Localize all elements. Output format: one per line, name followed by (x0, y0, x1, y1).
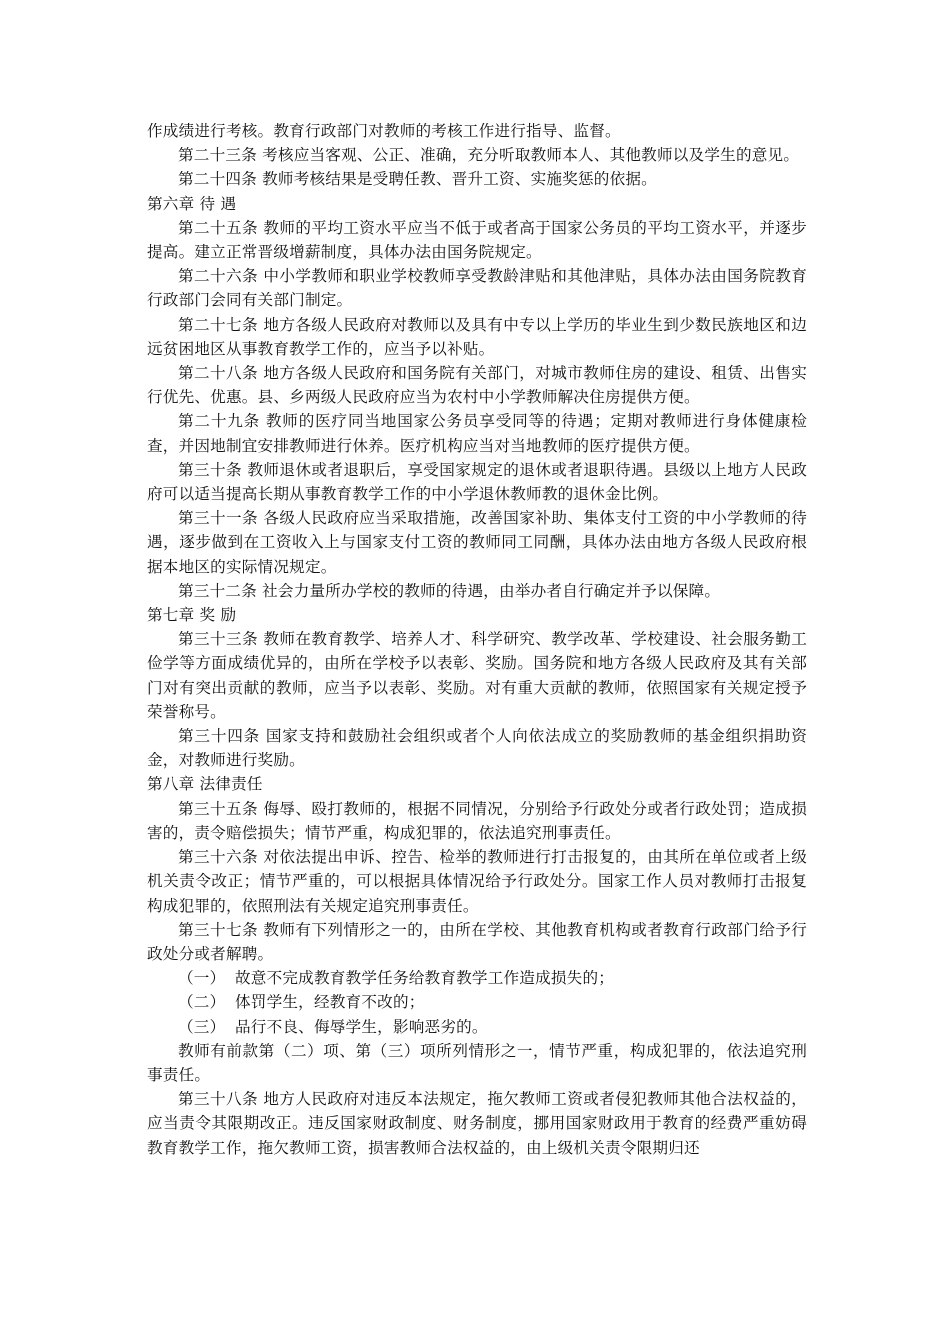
list-item-number: （二） (178, 993, 226, 1012)
list-item (147, 966, 807, 990)
article-28: 第二十八条 地方各级人民政府和国务院有关部门，对城市教师住房的建设、租赁、出售实行优先、优惠。县、乡两级人民政府应当为农村中小学教师解决住房提供方便。 (147, 364, 807, 407)
list-item-text: 品行不良、侮辱学生，影响恶劣的。 (235, 1017, 488, 1036)
list-item-number: （三） (178, 1017, 226, 1036)
article-36: 第三十六条 对依法提出申诉、控告、检举的教师进行打击报复的，由其所在单位或者上级机关责令改正；情节严重的，可以根据具体情况给予行政处分。国家工作人员对教师打击报复构成犯罪的，依照刑法有关规定追究刑事责任。 (147, 848, 807, 915)
article-37: 第三十七条 教师有下列情形之一的，由所在学校、其他教育机构或者教育行政部门给予行政处分或者解聘。 (147, 920, 807, 963)
paragraph: 作成绩进行考核。教育行政部门对教师的考核工作进行指导、监督。 (147, 122, 621, 140)
article-23: 第二十三条 考核应当客观、公正、准确，充分听取教师本人、其他教师以及学生的意见。 (178, 146, 800, 165)
article-27: 第二十七条 地方各级人民政府对教师以及具有中专以上学历的毕业生到少数民族地区和边远贫困地区从事教育教学工作的，应当予以补贴。 (147, 315, 807, 358)
list-item-text: 故意不完成教育教学任务给教育教学工作造成损失的； (235, 969, 615, 988)
article-29: 第二十九条 教师的医疗同当地国家公务员享受同等的待遇；定期对教师进行身体健康检查，并因地制宜安排教师进行休养。医疗机构应当对当地教师的医疗提供方便。 (147, 412, 807, 455)
chapter-heading-7: 第七章 奖 励 (147, 606, 237, 625)
paragraph-liability: 教师有前款第（二）项、第（三）项所列情形之一，情节严重，构成犯罪的，依法追究刑事责任。 (147, 1041, 807, 1084)
article-34: 第三十四条 国家支持和鼓励社会组织或者个人向依法成立的奖励教师的基金组织捐助资金，对教师进行奖励。 (147, 727, 807, 770)
list-item-text: 体罚学生，经教育不改的； (235, 993, 425, 1012)
article-25: 第二十五条 教师的平均工资水平应当不低于或者高于国家公务员的平均工资水平，并逐步提高。建立正常晋级增薪制度，具体办法由国务院规定。 (147, 218, 807, 262)
article-26: 第二十六条 中小学教师和职业学校教师享受教龄津贴和其他津贴，具体办法由国务院教育行政部门会同有关部门制定。 (147, 267, 807, 310)
chapter-heading-8: 第八章 法律责任 (147, 775, 263, 794)
article-38: 第三十八条 地方人民政府对违反本法规定，拖欠教师工资或者侵犯教师其他合法权益的，应当责令其限期改正。违反国家财政制度、财务制度，挪用国家财政用于教育的经费严重妨碍教育教学工作，拖欠教师工资，损害教师合法权益的，由上级机关责令限期归还 (147, 1090, 807, 1157)
article-30: 第三十条 教师退休或者退职后，享受国家规定的退休或者退职待遇。县级以上地方人民政府可以适当提高长期从事教育教学工作的中小学退休教师教的退休金比例。 (147, 460, 807, 504)
list-item (147, 990, 807, 1014)
document-page (147, 119, 807, 1160)
chapter-heading-6: 第六章 待 遇 (147, 194, 237, 213)
article-32: 第三十二条 社会力量所办学校的教师的待遇，由举办者自行确定并予以保障。 (178, 581, 721, 600)
article-24: 第二十四条 教师考核结果是受聘任教、晋升工资、实施奖惩的依据。 (178, 170, 657, 189)
list-item (147, 1015, 807, 1039)
article-33: 第三十三条 教师在教育教学、培养人才、科学研究、教学改革、学校建设、社会服务勤工俭学等方面成绩优异的，由所在学校予以表彰、奖励。国务院和地方各级人民政府及其有关部门对有突出贡献的教师，应当予以表彰、奖励。对有重大贡献的教师，依照国家有关规定授予荣誉称号。 (147, 630, 807, 721)
article-31: 第三十一条 各级人民政府应当采取措施，改善国家补助、集体支付工资的中小学教师的待遇，逐步做到在工资收入上与国家支付工资的教师同工同酬，具体办法由地方各级人民政府根据本地区的实际情况规定。 (147, 509, 807, 576)
list-item-number: （一） (178, 969, 226, 988)
article-35: 第三十五条 侮辱、殴打教师的，根据不同情况，分别给予行政处分或者行政处罚；造成损害的，责令赔偿损失；情节严重，构成犯罪的，依法追究刑事责任。 (147, 799, 807, 842)
